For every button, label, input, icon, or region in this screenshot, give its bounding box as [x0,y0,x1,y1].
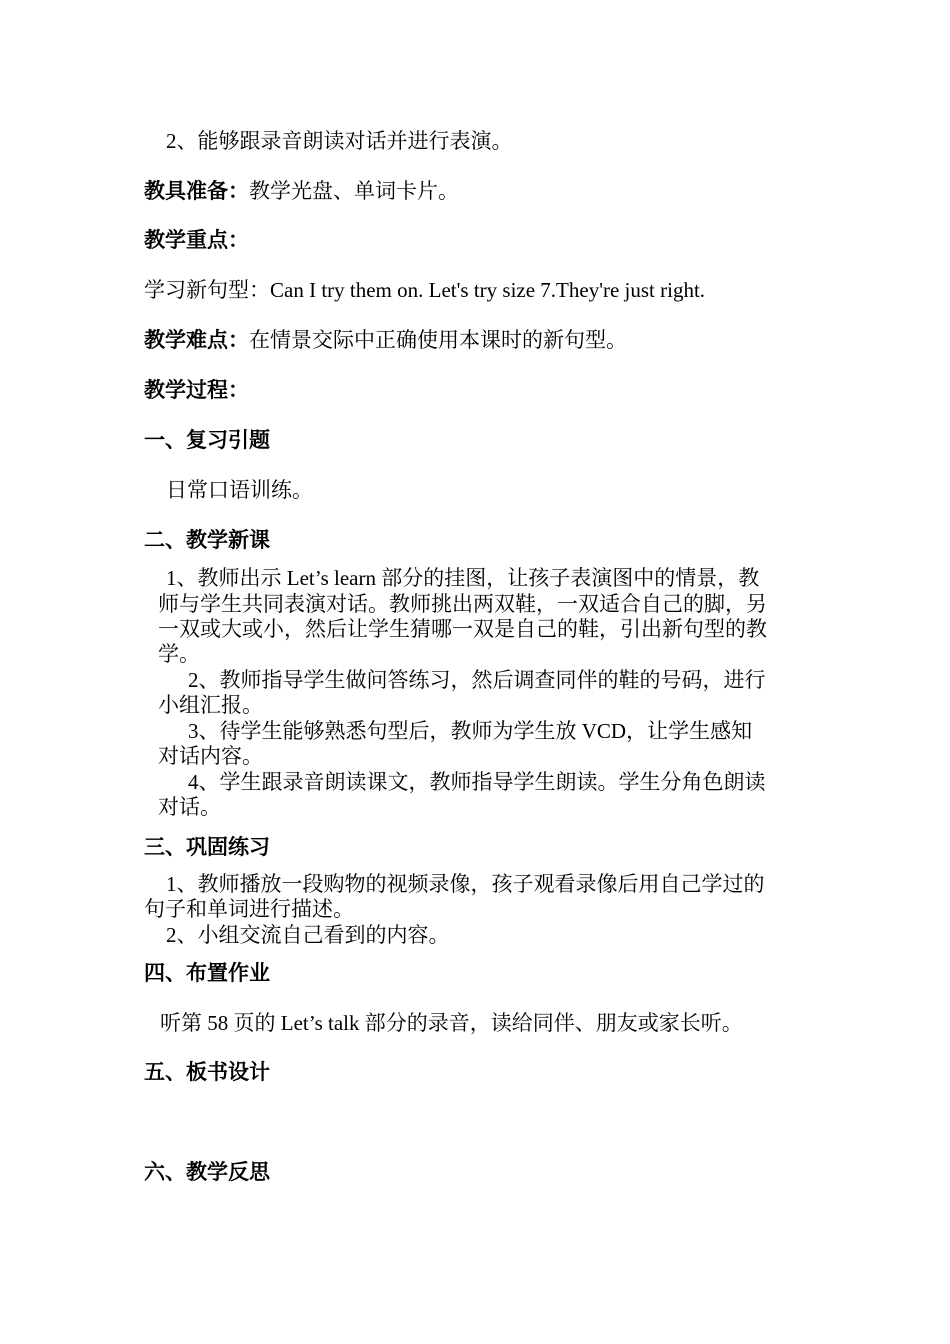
section-1-title: 一、复习引题 [144,428,270,452]
section-3-p1-line2: 句子和单词进行描述。 [144,897,354,921]
section-3-title: 三、巩固练习 [144,835,270,859]
key-points-label: 教学重点： [144,228,249,252]
difficult-points [144,327,627,353]
section-5-title: 五、板书设计 [144,1060,270,1084]
process-label: 教学过程： [144,378,249,402]
section-2-p3-line1: 3、待学生能够熟悉句型后，教师为学生放 VCD，让学生感知 [188,719,753,743]
section-2-title: 二、教学新课 [144,528,270,552]
difficult-points-label: 教学难点： [144,328,249,352]
section-2-p2-line2: 小组汇报。 [158,693,263,717]
section-2-p2-line1: 2、教师指导学生做问答练习，然后调查同伴的鞋的号码，进行 [188,668,766,692]
key-points-text: 学习新句型：Can I try them on. Let's try size 7.They're just right. [144,278,706,302]
section-2-p1-line3: 一双或大或小，然后让学生猜哪一双是自己的鞋，引出新句型的教 [158,617,767,641]
teaching-aids-text: 教学光盘、单词卡片。 [249,179,459,203]
section-2-p1-line1: 1、教师出示 Let’s learn 部分的挂图，让孩子表演图中的情景，教 [166,566,760,590]
teaching-aids [144,178,459,204]
section-2-p4-line1: 4、学生跟录音朗读课文，教师指导学生朗读。学生分角色朗读 [188,770,766,794]
section-3-p2: 2、小组交流自己看到的内容。 [166,923,450,947]
teaching-aids-label: 教具准备： [144,179,249,203]
section-2-p1-line4: 学。 [158,642,200,666]
section-2-p4-line2: 对话。 [158,795,221,819]
section-1-text: 日常口语训练。 [166,478,313,502]
section-4-title: 四、布置作业 [144,961,270,985]
section-6-title: 六、教学反思 [144,1160,270,1184]
section-4-text: 听第 58 页的 Let’s talk 部分的录音，读给同伴、朋友或家长听。 [160,1011,743,1035]
objective-item-2: 2、能够跟录音朗读对话并进行表演。 [166,129,513,153]
difficult-points-text: 在情景交际中正确使用本课时的新句型。 [249,328,627,352]
section-2-p1-line2: 师与学生共同表演对话。教师挑出两双鞋，一双适合自己的脚，另 [158,592,767,616]
section-3-p1-line1: 1、教师播放一段购物的视频录像，孩子观看录像后用自己学过的 [166,872,765,896]
section-2-p3-line2: 对话内容。 [158,744,263,768]
